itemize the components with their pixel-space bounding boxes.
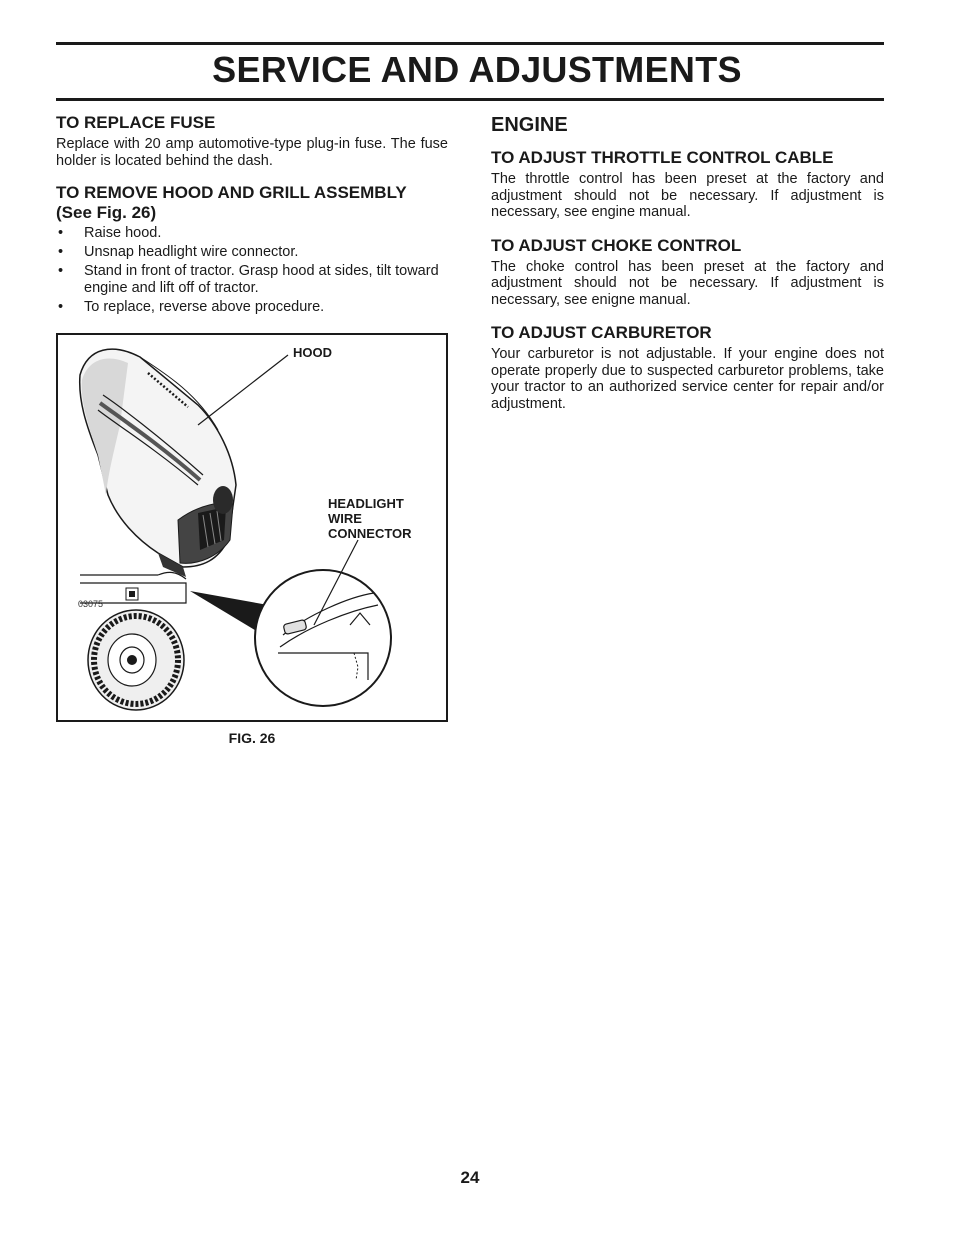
hood-step: • Raise hood. [56, 225, 448, 242]
carburetor-section [491, 323, 884, 412]
fuse-section [56, 113, 448, 169]
left-column [56, 113, 448, 329]
carburetor-body: Your carburetor is not adjustable. If your engine does not operate properly due to suspected carburetor problems, take your tractor to an authorized service center for repair and/or adjustment. [491, 346, 884, 412]
hood-label: HOOD [293, 345, 332, 360]
headlight-connector-label [328, 496, 412, 541]
hood-section [56, 183, 448, 315]
throttle-section [491, 148, 884, 221]
connector-label-line: CONNECTOR [328, 526, 412, 541]
page-title: SERVICE AND ADJUSTMENTS [212, 49, 742, 90]
hood-step: • To replace, reverse above procedure. [56, 299, 448, 316]
choke-heading: TO ADJUST CHOKE CONTROL [491, 235, 742, 255]
connector-label-line: HEADLIGHT [328, 496, 404, 511]
title-underline [56, 98, 884, 101]
top-rule [56, 42, 884, 45]
hood-steps-list [56, 225, 448, 315]
figure-code: 03075 [78, 599, 104, 609]
choke-body: The choke control has been preset at the factory and adjustment should not be necessary. If adjustment is necessary, see enigne manual. [491, 258, 884, 308]
engine-section-title: ENGINE [491, 114, 568, 136]
figure-26 [56, 333, 448, 722]
hood-heading [56, 183, 448, 223]
figure-caption: FIG. 26 [228, 730, 276, 746]
throttle-heading: TO ADJUST THROTTLE CONTROL CABLE [491, 148, 834, 167]
throttle-body: The throttle control has been preset at the factory and adjustment should not be necessary. If adjustment is necessary, see engine manual. [491, 171, 884, 220]
hood-heading-line1: TO REMOVE HOOD AND GRILL ASSEMBLY [56, 183, 407, 202]
hood-step: • Unsnap headlight wire connector. [56, 244, 448, 261]
carburetor-heading: TO ADJUST CARBURETOR [491, 323, 712, 342]
connector-label-line: WIRE [328, 511, 362, 526]
choke-section [491, 236, 884, 309]
fuse-body: Replace with 20 amp automotive-type plug-in fuse. The fuse holder is located behind the dash. [56, 136, 448, 169]
right-column [491, 113, 884, 427]
hood-heading-line2: (See Fig. 26) [56, 203, 157, 222]
hood-step: • Stand in front of tractor. Grasp hood at sides, tilt toward engine and lift off of tractor. [56, 263, 448, 296]
page-number: 24 [460, 1168, 480, 1187]
fuse-heading: TO REPLACE FUSE [56, 113, 216, 132]
